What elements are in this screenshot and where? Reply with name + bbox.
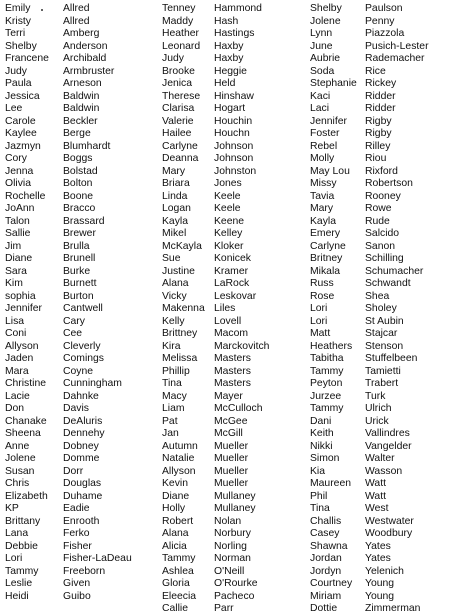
name-entry: Lori — [310, 303, 328, 314]
name-entry: O'Neill — [214, 565, 245, 577]
name-entry: Johnson — [214, 153, 254, 164]
name-entry: Riou — [365, 153, 387, 164]
name-entry: Nolan — [214, 515, 242, 527]
name-entry: Missy — [310, 178, 337, 189]
name-entry: Autumn — [162, 440, 198, 452]
name-entry: Pat — [162, 415, 178, 427]
name-entry: Rochelle — [5, 190, 46, 202]
name-entry: Soda — [310, 65, 335, 77]
name-entry: Kia — [310, 465, 326, 477]
name-entry: Leonard — [162, 40, 201, 52]
name-entry: Alana — [162, 278, 189, 289]
name-entry: Diane — [5, 253, 33, 264]
name-entry: Linda — [162, 190, 188, 202]
name-entry: Ferko — [63, 528, 90, 539]
name-entry: Stuffelbeen — [365, 353, 418, 364]
name-entry: Rowe — [365, 203, 392, 214]
name-entry: Penny — [365, 15, 395, 27]
name-entry: Ulrich — [365, 403, 392, 414]
name-entry: Haxby — [214, 40, 244, 52]
name-entry: Briara — [162, 178, 190, 189]
name-entry: Jim — [5, 240, 22, 252]
name-entry: McCulloch — [214, 403, 263, 414]
name-entry: Anderson — [63, 40, 108, 52]
name-entry: Masters — [214, 353, 251, 364]
name-entry: Young — [365, 590, 395, 602]
name-entry: Blumhardt — [63, 140, 111, 152]
name-entry: Simon — [310, 453, 340, 464]
name-entry: Bolton — [63, 178, 93, 189]
name-entry: Judy — [162, 53, 184, 64]
name-entry: Liles — [214, 303, 236, 314]
name-entry: Miriam — [310, 590, 342, 602]
name-entry: Emery — [310, 228, 341, 239]
name-entry: Archibald — [63, 53, 107, 64]
name-entry: Paulson — [365, 3, 403, 14]
name-entry: Emily — [5, 3, 31, 14]
name-entry: Jennifer — [310, 115, 347, 127]
name-entry: Tabitha — [310, 353, 344, 364]
name-entry: Dennehy — [63, 428, 105, 439]
name-entry: Shelby — [310, 3, 342, 14]
name-entry: Lacie — [5, 390, 30, 402]
name-entry: Fisher-LaDeau — [63, 553, 132, 564]
name-entry: Sanon — [365, 240, 396, 252]
name-entry: Therese — [162, 90, 201, 102]
name-entry: Courtney — [310, 578, 353, 589]
name-entry: Dahnke — [63, 390, 99, 402]
name-entry: Brulla — [63, 240, 90, 252]
name-entry: Valerie — [162, 115, 194, 127]
name-entry: Cee — [63, 328, 83, 339]
name-entry: Sheena — [5, 428, 41, 439]
name-entry: Amberg — [63, 28, 100, 39]
name-entry: Rigby — [365, 128, 392, 139]
name-entry: Rooney — [365, 190, 401, 202]
name-entry: Olivia — [5, 178, 31, 189]
name-entry: Talon — [5, 215, 30, 227]
name-entry: Brassard — [63, 215, 105, 227]
name-entry: Callie — [162, 603, 188, 614]
name-entry: Kaylee — [5, 128, 37, 139]
name-entry: Jordyn — [310, 565, 342, 577]
name-entry: Pusich-Lester — [365, 40, 429, 52]
name-entry: Rilley — [365, 140, 391, 152]
name-entry: Chris — [5, 478, 30, 489]
name-entry: Baldwin — [63, 90, 100, 102]
name-entry: Walter — [365, 453, 395, 464]
name-entry: Jolene — [310, 15, 341, 27]
name-entry: Kelly — [162, 315, 185, 327]
name-entry: Mikel — [162, 228, 187, 239]
name-entry: Boone — [63, 190, 94, 202]
name-entry: Eadie — [63, 503, 90, 514]
name-entry: Salcido — [365, 228, 400, 239]
name-entry: Given — [63, 578, 91, 589]
name-entry: Westwater — [365, 515, 414, 527]
name-entry: Keene — [214, 215, 245, 227]
name-entry: Carlyne — [310, 240, 346, 252]
name-entry: Keele — [214, 190, 241, 202]
name-entry: Burnett — [63, 278, 97, 289]
name-entry: Mikala — [310, 265, 341, 277]
name-entry: Hinshaw — [214, 90, 254, 102]
name-entry: Haxby — [214, 53, 244, 64]
last-names-column-3 — [365, 3, 429, 616]
name-entry: Matt — [310, 328, 331, 339]
name-entry: Clarisa — [162, 103, 195, 114]
name-entry: Anne — [5, 440, 30, 452]
name-entry: Boggs — [63, 153, 93, 164]
name-entry: Maureen — [310, 478, 352, 489]
name-entry: Shea — [365, 290, 390, 302]
name-entry: Yates — [365, 540, 391, 552]
name-entry: Masters — [214, 365, 251, 377]
name-entry: Jolene — [5, 453, 36, 464]
name-entry: Vicky — [162, 290, 187, 302]
first-names-column-3 — [310, 3, 357, 616]
name-entry: Cory — [5, 153, 27, 164]
name-entry: June — [310, 40, 333, 52]
name-entry: Wasson — [365, 465, 403, 477]
name-entry: O'Rourke — [214, 578, 258, 589]
name-entry: Natalie — [162, 453, 195, 464]
name-entry: Schumacher — [365, 265, 424, 277]
name-entry: Cleverly — [63, 340, 101, 352]
name-entry: Brewer — [63, 228, 96, 239]
name-entry: Macy — [162, 390, 187, 402]
name-entry: Molly — [310, 153, 335, 164]
name-entry: Carlyne — [162, 140, 198, 152]
name-entry: Don — [5, 403, 25, 414]
name-entry: Woodbury — [365, 528, 413, 539]
name-entry: Comings — [63, 353, 104, 364]
name-entry: Alicia — [162, 540, 187, 552]
name-entry: Trabert — [365, 378, 399, 389]
name-entry: Kelley — [214, 228, 243, 239]
name-entry: Chanake — [5, 415, 47, 427]
name-entry: Norling — [214, 540, 247, 552]
name-entry: Casey — [310, 528, 340, 539]
name-entry: Jessica — [5, 90, 40, 102]
name-entry: Jurzee — [310, 390, 342, 402]
name-entry: Kim — [5, 278, 23, 289]
name-entry: Lori — [310, 315, 328, 327]
name-entry: Deanna — [162, 153, 199, 164]
name-entry: Rebel — [310, 140, 338, 152]
name-entry: Heathers — [310, 340, 353, 352]
name-entry: Dorr — [63, 465, 84, 477]
last-names-column-1 — [63, 3, 132, 603]
name-entry: West — [365, 503, 389, 514]
name-entry: Allyson — [5, 340, 39, 352]
name-entry: Ridder — [365, 103, 396, 114]
name-entry: Brooke — [162, 65, 195, 77]
name-entry: Jan — [162, 428, 179, 439]
name-entry: Pacheco — [214, 590, 255, 602]
name-entry: Leskovar — [214, 290, 257, 302]
name-entry: Christine — [5, 378, 46, 389]
name-entry: Lynn — [310, 28, 333, 39]
name-entry: Vallindres — [365, 428, 410, 439]
first-names-column-2 — [162, 3, 205, 616]
name-entry: Makenna — [162, 303, 205, 314]
name-entry: Turk — [365, 390, 386, 402]
name-entry: Jenica — [162, 78, 193, 89]
name-entry: Jordan — [310, 553, 342, 564]
name-entry: Dobney — [63, 440, 99, 452]
name-entry: Sallie — [5, 228, 31, 239]
name-entry: Kramer — [214, 265, 249, 277]
name-entry: Rademacher — [365, 53, 425, 64]
name-entry: Rice — [365, 65, 386, 77]
name-entry: Maddy — [162, 15, 194, 27]
name-entry: Dottie — [310, 603, 338, 614]
name-entry: Cunningham — [63, 378, 122, 389]
name-entry: Dani — [310, 415, 332, 427]
name-entry: Alana — [162, 528, 189, 539]
name-entry: Watt — [365, 490, 386, 502]
name-entry: Allyson — [162, 465, 196, 477]
name-entry: Francene — [5, 53, 49, 64]
name-entry: Tavia — [310, 190, 335, 202]
name-entry: Logan — [162, 203, 191, 214]
name-entry: Paula — [5, 78, 32, 89]
name-entry: Justine — [162, 265, 195, 277]
name-entry: Beckler — [63, 115, 98, 127]
name-entry: Keele — [214, 203, 241, 214]
name-entry: DeAluris — [63, 415, 103, 427]
name-entry: Ridder — [365, 90, 396, 102]
name-entry: Jennifer — [5, 303, 42, 314]
name-entry: Tina — [310, 503, 330, 514]
name-entry: Liam — [162, 403, 185, 414]
name-entry: Kaci — [310, 90, 331, 102]
name-entry: St Aubin — [365, 315, 404, 327]
name-entry: LaRock — [214, 278, 250, 289]
name-entry: Lana — [5, 528, 29, 539]
name-entry: Elizabeth — [5, 490, 48, 502]
name-entry: Gloria — [162, 578, 190, 589]
name-entry: Kayla — [162, 215, 188, 227]
name-entry: Shelby — [5, 40, 37, 52]
name-entry: Foster — [310, 128, 340, 139]
name-entry: Tammy — [310, 403, 344, 414]
name-entry: Parr — [214, 603, 234, 614]
name-entry: Rose — [310, 290, 335, 302]
name-entry: Rigby — [365, 115, 392, 127]
name-entry: Leslie — [5, 578, 33, 589]
name-entry: Allred — [63, 3, 90, 14]
name-entry: McGill — [214, 428, 243, 439]
name-entry: Enrooth — [63, 515, 100, 527]
name-entry: Jaden — [5, 353, 34, 364]
name-entry: Shawna — [310, 540, 348, 552]
name-entry: Rude — [365, 215, 390, 227]
name-entry: Brunell — [63, 253, 96, 264]
name-entry: Tammy — [310, 365, 344, 377]
name-entry: Kloker — [214, 240, 244, 252]
name-entry: Mueller — [214, 478, 249, 489]
name-entry: Terri — [5, 28, 26, 39]
name-entry: Watt — [365, 478, 386, 489]
name-entry: Bracco — [63, 203, 96, 214]
name-entry: Jones — [214, 178, 242, 189]
name-entry: Johnston — [214, 165, 257, 177]
name-entry: Heggie — [214, 65, 247, 77]
name-entry: Mary — [162, 165, 186, 177]
name-entry: Houchn — [214, 128, 250, 139]
name-entry: Mullaney — [214, 503, 256, 514]
name-entry: Yelenich — [365, 565, 404, 577]
name-entry: Lee — [5, 103, 23, 114]
name-entry: Russ — [310, 278, 334, 289]
name-entry: Mara — [5, 365, 29, 377]
name-entry: Aubrie — [310, 53, 341, 64]
name-entry: Judy — [5, 65, 27, 77]
name-entry: Mary — [310, 203, 334, 214]
name-entry: Tenney — [162, 3, 196, 14]
name-entry: Fisher — [63, 540, 92, 552]
name-entry: Armbruster — [63, 65, 115, 77]
name-entry: Stephanie — [310, 78, 357, 89]
name-entry: McGee — [214, 415, 248, 427]
name-entry: Brittany — [5, 515, 41, 527]
name-entry: Sara — [5, 265, 27, 277]
name-entry: Allred — [63, 15, 90, 27]
name-entry: May Lou — [310, 165, 350, 177]
name-entry: Mayer — [214, 390, 243, 402]
first-names-column-1 — [5, 3, 49, 603]
name-entry: Phil — [310, 490, 328, 502]
name-entry: Melissa — [162, 353, 198, 364]
name-entry: Diane — [162, 490, 190, 502]
name-entry: Berge — [63, 128, 91, 139]
name-entry: Freeborn — [63, 565, 106, 577]
name-entry: Schwandt — [365, 278, 411, 289]
name-entry: Schilling — [365, 253, 404, 264]
name-entry: Yates — [365, 553, 391, 564]
name-entry: Burke — [63, 265, 91, 277]
name-entry: Rixford — [365, 165, 398, 177]
name-entry: Debbie — [5, 540, 38, 552]
name-entry: Bolstad — [63, 165, 98, 177]
name-entry: Susan — [5, 465, 35, 477]
name-entry: Carole — [5, 115, 36, 127]
name-entry: Domme — [63, 453, 100, 464]
name-entry: Masters — [214, 378, 251, 389]
name-entry: Eleecia — [162, 590, 197, 602]
name-entry: Laci — [310, 103, 330, 114]
name-entry: Johnson — [214, 140, 254, 152]
name-entry: Tammy — [162, 553, 196, 564]
name-entry: Ashlea — [162, 565, 194, 577]
name-entry: Houchin — [214, 115, 253, 127]
name-entry: Nikki — [310, 440, 333, 452]
name-entry: Rickey — [365, 78, 397, 89]
name-entry: Davis — [63, 403, 89, 414]
name-entry: Piazzola — [365, 28, 405, 39]
name-entry: Guibo — [63, 590, 91, 602]
last-names-column-2 — [214, 3, 269, 616]
name-entry: Lori — [5, 553, 23, 564]
name-entry: Britney — [310, 253, 343, 264]
name-entry: Stajcar — [365, 328, 398, 339]
name-entry: Vangelder — [365, 440, 412, 452]
name-entry: Heidi — [5, 590, 29, 602]
name-entry: Urick — [365, 415, 389, 427]
name-entry: Phillip — [162, 365, 190, 377]
name-entry: Tamietti — [365, 365, 401, 377]
name-entry: Mueller — [214, 440, 249, 452]
name-entry: Macom — [214, 328, 249, 339]
name-entry: JoAnn — [5, 203, 35, 214]
name-entry: Zimmerman — [365, 603, 421, 614]
name-entry: Jenna — [5, 165, 34, 177]
name-entry: Young — [365, 578, 395, 589]
name-entry: Coni — [5, 328, 27, 339]
name-entry: Mullaney — [214, 490, 256, 502]
name-entry: Konicek — [214, 253, 251, 264]
name-entry: Hogart — [214, 103, 246, 114]
name-entry: Arneson — [63, 78, 102, 89]
name-entry: Mueller — [214, 465, 249, 477]
name-entry: Brittney — [162, 328, 198, 339]
name-entry: Hailee — [162, 128, 192, 139]
name-entry: Baldwin — [63, 103, 100, 114]
name-entry: Lisa — [5, 315, 25, 327]
name-entry: sophia — [5, 290, 36, 302]
name-entry: Robert — [162, 515, 194, 527]
name-entry: Kevin — [162, 478, 188, 489]
name-entry: Norman — [214, 553, 251, 564]
name-entry: Norbury — [214, 528, 251, 539]
name-entry: Hammond — [214, 3, 262, 14]
name-entry: Holly — [162, 503, 186, 514]
name-entry: Mueller — [214, 453, 249, 464]
name-entry: Sue — [162, 253, 181, 264]
name-entry: Kira — [162, 340, 181, 352]
name-entry: Held — [214, 78, 236, 89]
name-entry: KP — [5, 503, 19, 514]
name-entry: Jazmyn — [5, 140, 41, 152]
name-entry: Tina — [162, 378, 182, 389]
name-entry: Kayla — [310, 215, 336, 227]
name-entry: Sholey — [365, 303, 397, 314]
name-entry: Kristy — [5, 15, 31, 27]
name-entry: Tammy — [5, 565, 39, 577]
name-entry: Marckovitch — [214, 340, 270, 352]
name-entry: Lovell — [214, 315, 242, 327]
name-entry: Cary — [63, 315, 85, 327]
name-entry: Coyne — [63, 365, 94, 377]
name-entry: Peyton — [310, 378, 343, 389]
name-entry: Douglas — [63, 478, 102, 489]
name-entry: Challis — [310, 515, 342, 527]
name-entry: Heather — [162, 28, 199, 39]
name-entry: Stenson — [365, 340, 404, 352]
name-entry: Hastings — [214, 28, 255, 39]
name-entry: Keith — [310, 428, 334, 439]
name-entry: Burton — [63, 290, 94, 302]
name-entry: Cantwell — [63, 303, 103, 314]
name-entry: Robertson — [365, 178, 413, 189]
name-entry: Duhame — [63, 490, 103, 502]
name-entry: McKayla — [162, 240, 202, 252]
name-entry: Hash — [214, 15, 239, 27]
